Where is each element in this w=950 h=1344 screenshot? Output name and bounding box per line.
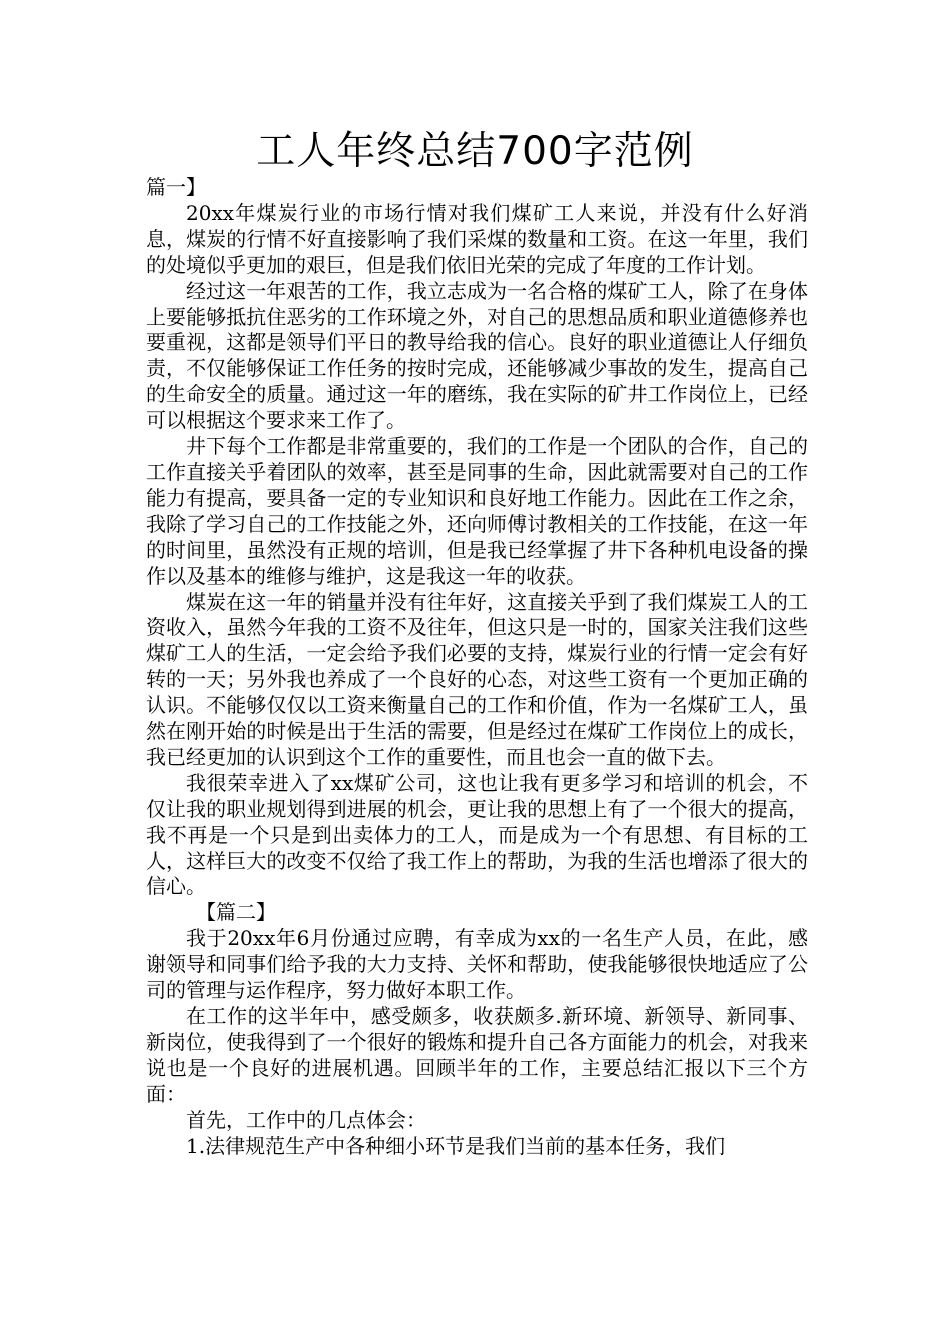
paragraph: 经过这一年艰苦的工作，我立志成为一名合格的煤矿工人，除了在身体上要能够抵抗住恶劣的工作环境之外，对自己的思想品质和职业道德修养也要重视，这都是领导们平日的教导给我的信心。良好的职业道德让人仔细负责，不仅能够保证工作任务的按时完成，还能够减少事故的发生，提高自己的生命安全的质量。通过这一年的磨练，我在实际的矿井工作岗位上，已经可以根据这个要求来工作了。	[146, 278, 808, 433]
paragraph: 首先，工作中的几点体会：	[186, 1107, 426, 1132]
section-heading-2: 【篇二】	[196, 900, 276, 925]
paragraph: 在工作的这半年中，感受颇多，收获颇多.新环境、新领导、新同事、新岗位，使我得到了一个很好的锻炼和提升自己各方面能力的机会，对我来说也是一个良好的进展机遇。回顾半年的工作，主要总结汇报以下三个方面：	[146, 1004, 808, 1106]
paragraph: 我很荣幸进入了xx煤矿公司，这也让我有更多学习和培训的机会，不仅让我的职业规划得到进展的机会，更让我的思想上有了一个很大的提高，我不再是一个只是到出卖体力的工人，而是成为一个有思想、有目标的工人，这样巨大的改变不仅给了我工作上的帮助，为我的生活也增添了很大的信心。	[146, 770, 808, 899]
document-body	[146, 175, 808, 1159]
paragraph: 我于20xx年6月份通过应聘，有幸成为xx的一名生产人员，在此，感谢领导和同事们给予我的大力支持、关怀和帮助，使我能够很快地适应了公司的管理与运作程序，努力做好本职工作。	[146, 926, 808, 1003]
section-heading-1: 篇一】	[146, 175, 206, 199]
paragraph: 煤炭在这一年的销量并没有往年好，这直接关乎到了我们煤炭工人的工资收入，虽然今年我的工资不及往年，但这只是一时的，国家关注我们这些煤矿工人的生活，一定会给予我们必要的支持，煤炭行业的行情一定会有好转的一天；另外我也养成了一个良好的心态，对这些工资有一个更加正确的认识。不能够仅仅以工资来衡量自己的工作和价值，作为一名煤矿工人，虽然在刚开始的时候是出于生活的需要，但是经过在煤矿工作岗位上的成长，我已经更加的认识到这个工作的重要性，而且也会一直的做下去。	[146, 589, 808, 769]
paragraph: 井下每个工作都是非常重要的，我们的工作是一个团队的合作，自己的工作直接关乎着团队的效率，甚至是同事的生命，因此就需要对自己的工作能力有提高，要具备一定的专业知识和良好地工作能力。因此在工作之余，我除了学习自己的工作技能之外，还向师傅讨教相关的工作技能，在这一年的时间里，虽然没有正规的培训，但是我已经掌握了井下各种机电设备的操作以及基本的维修与维护，这是我这一年的收获。	[146, 434, 808, 588]
paragraph: 1.法律规范生产中各种细小环节是我们当前的基本任务，我们	[186, 1133, 726, 1158]
document-title: 工人年终总结700字范例	[256, 129, 694, 174]
paragraph: 20xx年煤炭行业的市场行情对我们煤矿工人来说，并没有什么好消息，煤炭的行情不好直接影响了我们采煤的数量和工资。在这一年里，我们的处境似乎更加的艰巨，但是我们依旧光荣的完成了年度的工作计划。	[146, 200, 808, 277]
